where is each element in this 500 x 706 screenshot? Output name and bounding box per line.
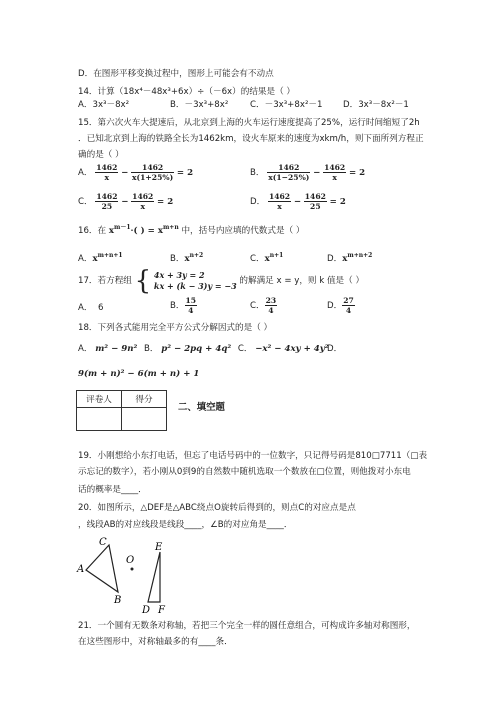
- question-15-line1: 15．第六次火车大提速后，从北京到上海的火车运行速度提高了25%，运行时间缩短了2h: [78, 118, 420, 128]
- equals-two: = 2: [348, 168, 366, 178]
- numerator: 15: [185, 296, 197, 305]
- q17-option-d: [327, 296, 355, 315]
- question-21-line2: 在这些图形中，对称轴最多的有____条．: [78, 637, 233, 647]
- score-table: [76, 390, 167, 431]
- q15-b-label: B．: [250, 168, 265, 178]
- option-label: A．: [78, 253, 93, 264]
- equals-two: = 2: [157, 197, 174, 207]
- denominator: x: [332, 173, 337, 182]
- fraction: [265, 296, 278, 315]
- q16-option-a: [78, 250, 123, 265]
- option-label: C．: [250, 253, 265, 264]
- option-label: B．: [144, 344, 159, 354]
- question-17: [78, 268, 364, 294]
- q15-option-a: [78, 163, 193, 182]
- question-19-line3: 话的概率是____．: [78, 485, 147, 495]
- q18-option-d: 9(m + n)² − 6(m + n) + 1: [78, 369, 200, 379]
- denominator: 25: [101, 202, 113, 211]
- center-point-o: [131, 568, 134, 571]
- denominator: 25: [310, 202, 321, 211]
- option-base: x: [342, 253, 348, 264]
- triangle-abc: [86, 545, 118, 592]
- option-label: C．: [250, 301, 265, 311]
- label-a: A: [77, 564, 85, 575]
- question-21-line1: 21．一个圆有无数条对称轴，若把三个完全一样的圆任意组合，可构成许多轴对称图形，: [78, 621, 416, 631]
- question-16: [78, 222, 304, 237]
- q14-option-c: C．－3x³+8x²－1: [250, 100, 323, 110]
- fraction: [95, 163, 118, 182]
- minus-sign: −: [121, 197, 129, 207]
- question-15-line2: ．已知北京到上海的铁路全长为1462km，设火车原来的速度为xkm/h，则下面所列方程正: [78, 134, 424, 144]
- label-d: D: [142, 605, 151, 616]
- label-b: B: [114, 595, 122, 606]
- rotation-figure: [76, 536, 186, 616]
- option-label: D．: [327, 253, 343, 264]
- q16-exponent-1: m－1: [113, 224, 131, 231]
- option-label: A．: [78, 303, 93, 313]
- q18-options-row: [78, 343, 329, 355]
- minus-sign: −: [313, 168, 321, 178]
- equation-1: 4x + 3y = 2: [153, 270, 205, 280]
- denominator: x: [277, 202, 282, 211]
- question-20-line1: 20．如图所示，△DEF是△ABC绕点O旋转后得到的，则点C的对应点是点: [78, 503, 356, 513]
- numerator: 1462: [324, 163, 346, 172]
- q16-option-d: [327, 250, 372, 265]
- minus-sign: −: [293, 197, 302, 207]
- fraction: [267, 163, 310, 182]
- option-label: C．: [237, 344, 253, 354]
- q16-prefix: 16．在: [78, 225, 107, 236]
- q17-suffix: 的解满足 x = y，则 k 值是（ ）: [239, 276, 365, 286]
- denominator: x: [140, 202, 145, 211]
- option-d-previous: D．在图形平移变换过程中，图形上可能会有不动点: [78, 69, 274, 79]
- label-f: F: [158, 605, 165, 616]
- q15-d-label: D．: [250, 197, 266, 207]
- option-label: B．: [170, 253, 185, 264]
- denominator: 4: [268, 306, 274, 315]
- question-14: 14．计算（18x⁴－48x³+6x）÷（－6x）的结果是（ ）: [78, 87, 296, 97]
- denominator: x: [104, 173, 110, 182]
- numerator: 1462: [304, 192, 326, 201]
- q15-c-label: C．: [78, 197, 93, 207]
- section-heading: 二、填空题: [178, 402, 225, 413]
- question-19-line2: 示忘记的数字），若小刚从0到9的自然数中随机选取一个数放在□位置，则他拨对小东电: [78, 467, 411, 477]
- numerator: 1462: [131, 163, 174, 173]
- fraction: [323, 163, 346, 182]
- fraction: [95, 192, 118, 211]
- option-exponent: n+2: [189, 252, 204, 259]
- option-exponent: n+1: [269, 252, 284, 259]
- denominator: 4: [345, 306, 352, 315]
- q18-option-d-label: D．: [327, 344, 343, 354]
- grader-header: 评卷人: [77, 391, 122, 408]
- denominator: x(1−25%): [268, 173, 310, 182]
- q17-option-a: [78, 302, 103, 314]
- numerator: 27: [343, 296, 354, 305]
- q16-option-b: [170, 250, 203, 265]
- q16-exponent-2: m+n: [162, 224, 179, 231]
- equals-two: = 2: [329, 197, 346, 207]
- denominator: 4: [188, 306, 194, 315]
- label-c: C: [99, 537, 107, 548]
- q16-option-c: [250, 250, 283, 265]
- q15-option-b: [250, 163, 365, 182]
- denominator: x(1+25%): [132, 173, 174, 182]
- score-header: 得分: [122, 391, 167, 408]
- grader-cell: [77, 408, 122, 431]
- q15-option-d: [250, 192, 346, 211]
- q16-base: x: [108, 225, 114, 236]
- q16-middle: ·( ) = x: [130, 225, 163, 236]
- q18-option-b: p² − 2pq + 4q²: [161, 344, 232, 354]
- numerator: 1462: [132, 192, 154, 201]
- equation-2: kx + (k − 3)y = −3: [153, 281, 237, 291]
- minus-sign: −: [121, 168, 129, 178]
- q14-option-b: B．－3x³+8x²: [170, 100, 229, 110]
- q15-a-label: A．: [78, 168, 93, 178]
- fraction: [304, 192, 327, 211]
- equals-two: = 2: [176, 168, 194, 178]
- q17-option-b: [170, 296, 197, 315]
- option-base: x: [264, 253, 270, 264]
- equation-system: [154, 270, 237, 292]
- fraction: [131, 163, 174, 182]
- option-base: x: [184, 253, 190, 264]
- numerator: 1462: [96, 192, 118, 201]
- score-cell: [122, 408, 167, 431]
- option-value: 6: [97, 303, 104, 313]
- numerator: 1462: [96, 163, 118, 172]
- fraction: [268, 192, 291, 211]
- question-15-line3: 确的是（ ）: [78, 150, 124, 160]
- question-18: 18．下列各式能用完全平方公式分解因式的是（ ）: [78, 323, 273, 333]
- q16-suffix: 中，括号内应填的代数式是（ ）: [181, 225, 305, 236]
- triangle-def: [148, 552, 160, 602]
- option-exponent: m+n+1: [97, 252, 123, 259]
- q17-prefix: 17．若方程组: [78, 276, 132, 286]
- q14-option-d: D．3x³－8x²－1: [343, 100, 409, 110]
- option-label: B．: [170, 301, 185, 311]
- option-exponent: m+n+2: [347, 252, 373, 259]
- option-base: x: [92, 253, 98, 264]
- label-e: E: [155, 542, 163, 553]
- numerator: 23: [265, 296, 277, 305]
- q15-option-c: [78, 192, 173, 211]
- fraction: [342, 296, 355, 315]
- q16-expression: [109, 226, 179, 236]
- numerator: 1462: [267, 163, 310, 173]
- question-20-line2: ，线段AB的对应线段是线段____，∠B的对应角是____．: [78, 520, 293, 530]
- q18-option-c: −x² − 4xy + 4y²: [255, 344, 329, 354]
- option-label: A．: [78, 344, 93, 354]
- question-19-line1: 19．小刚想给小东打电话，但忘了电话号码中的一位数字，只记得号码是810□7711（□表: [78, 451, 428, 461]
- numerator: 1462: [268, 192, 291, 201]
- label-o: O: [126, 555, 135, 566]
- q18-option-a: m² − 9n²: [95, 344, 138, 354]
- fraction: [185, 296, 198, 315]
- q17-option-c: [250, 296, 277, 315]
- left-brace: {: [134, 266, 152, 296]
- fraction: [131, 192, 154, 211]
- q14-option-a: A．3x³－8x²: [78, 100, 130, 110]
- option-label: D．: [327, 301, 343, 311]
